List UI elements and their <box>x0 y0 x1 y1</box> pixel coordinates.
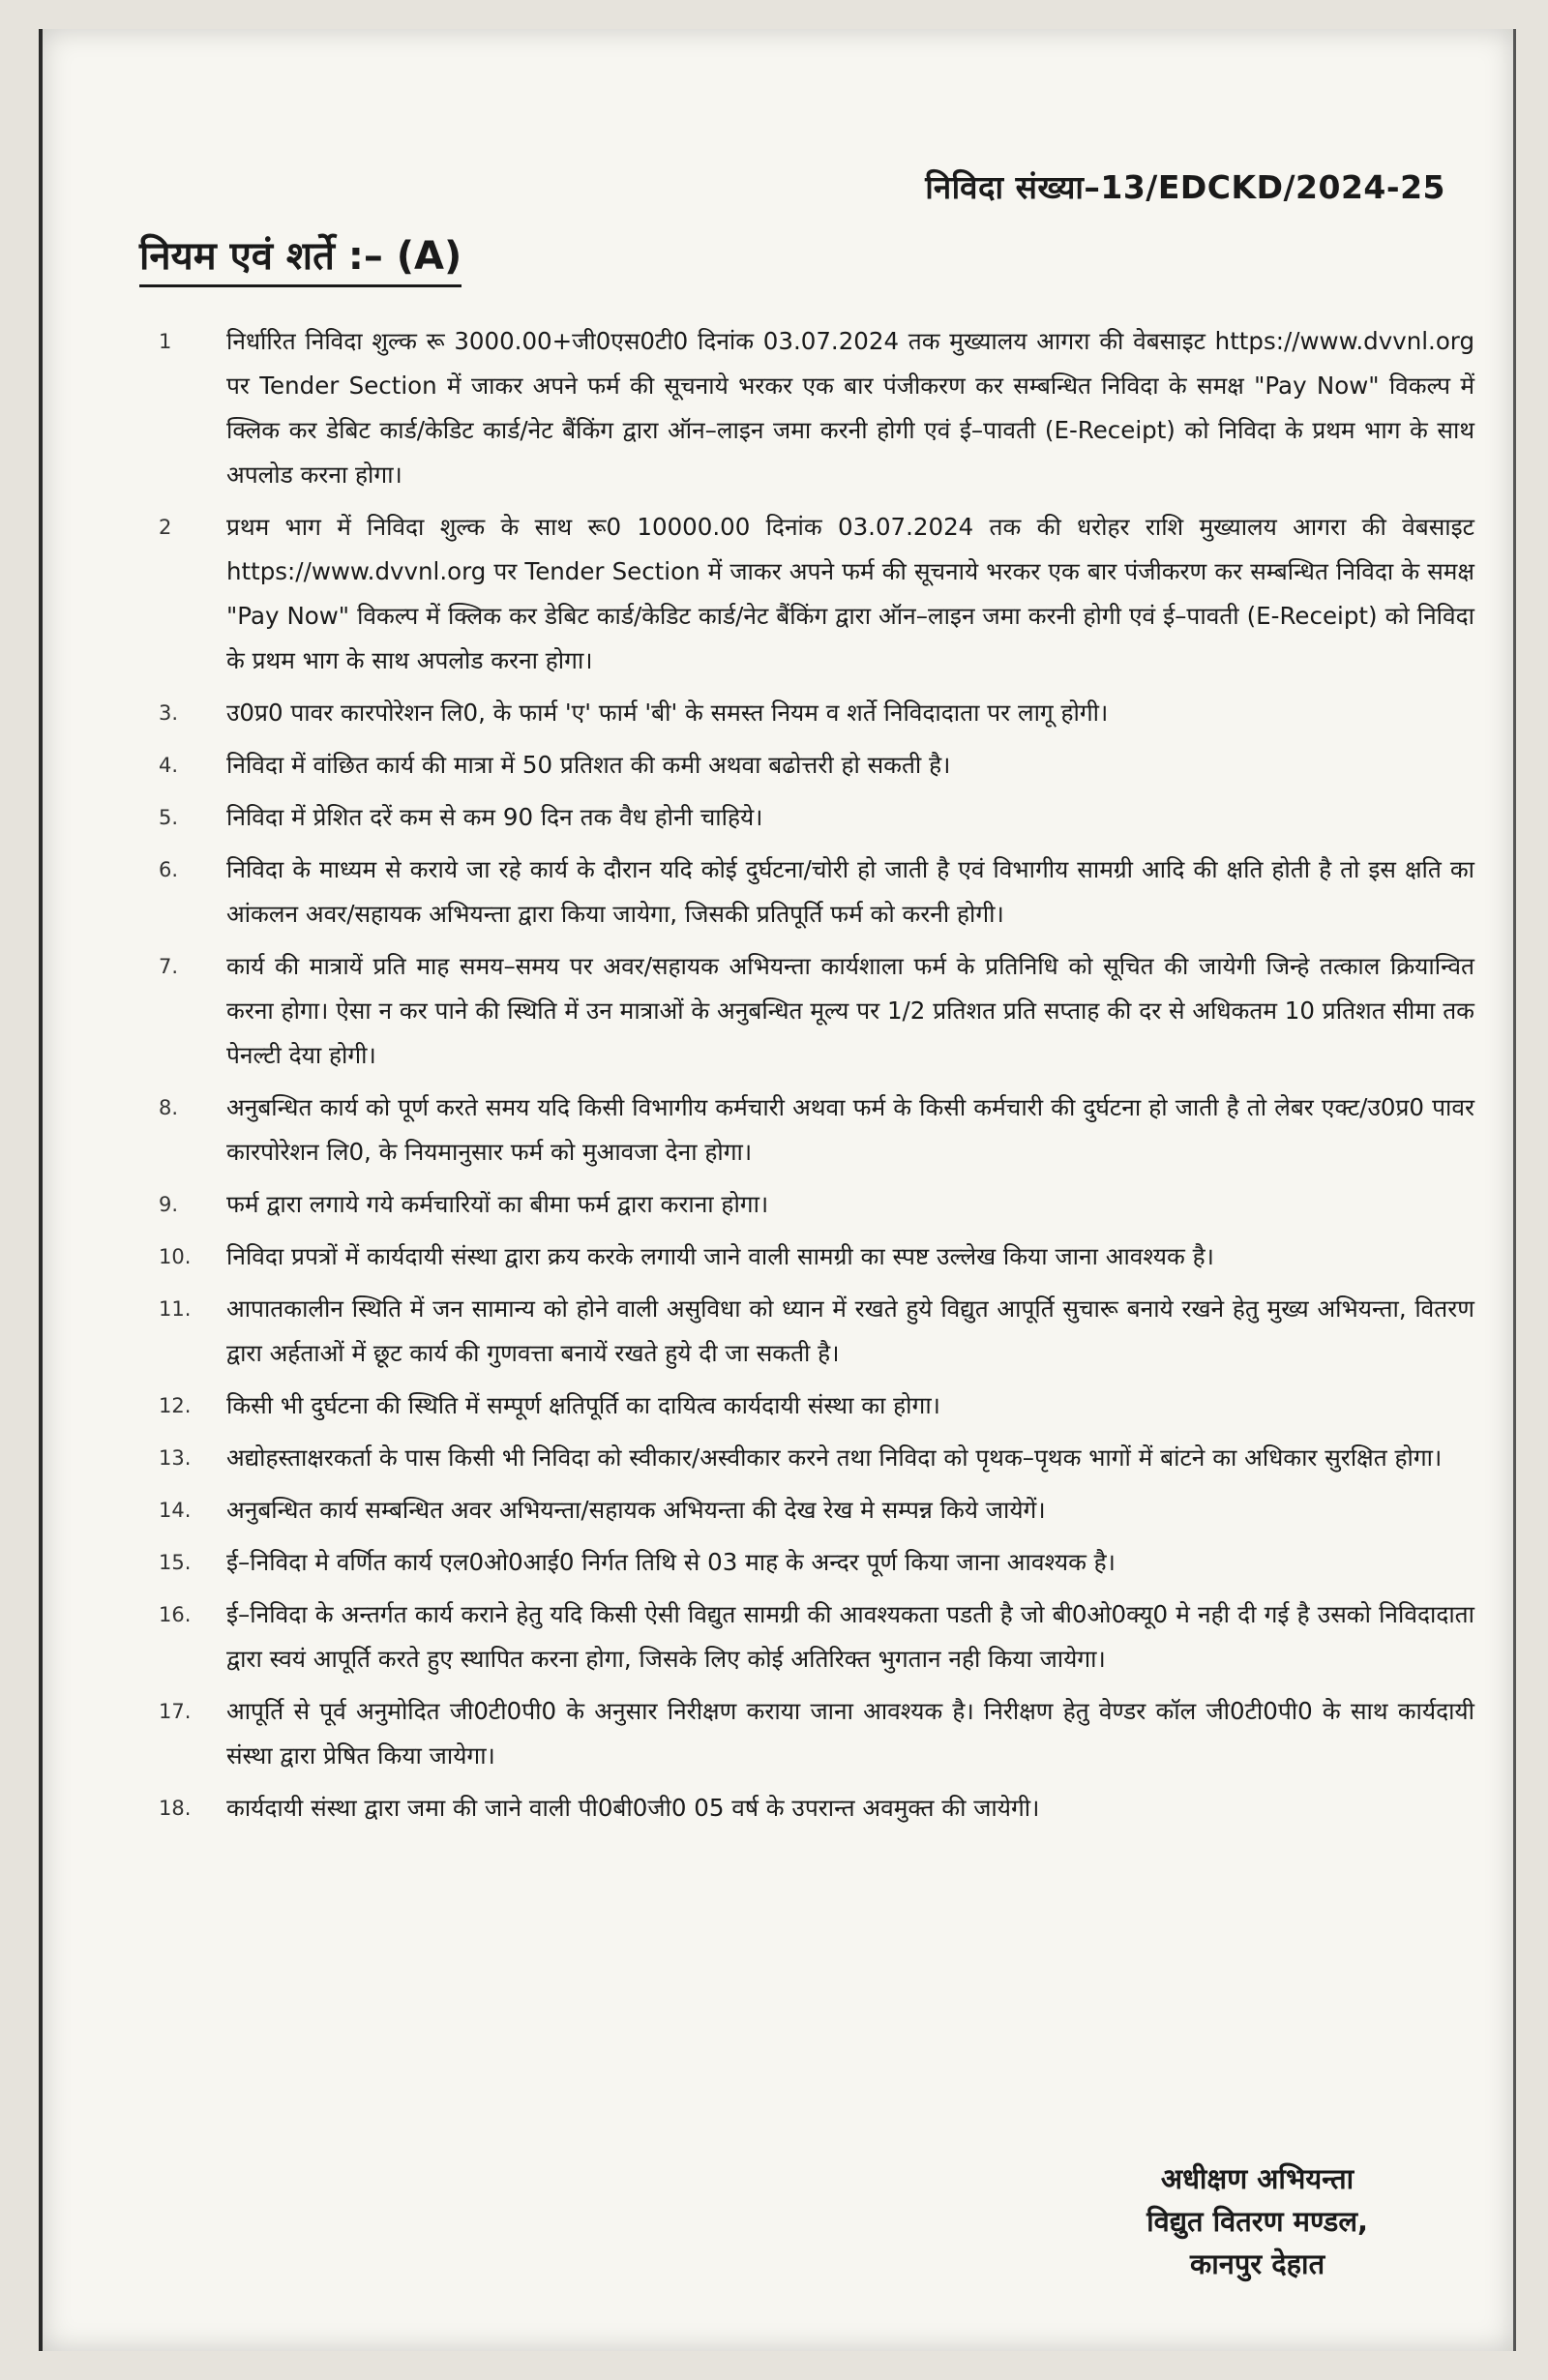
document-page <box>39 29 1516 2351</box>
clause-text: उ0प्र0 पावर कारपोरेशन लि0, के फार्म 'ए' फार्म 'बी' के समस्त नियम व शर्ते निविदादाता पर लागू होगी। <box>226 699 1109 727</box>
clause-text: फर्म द्वारा लगाये गये कर्मचारियों का बीमा फर्म द्वारा कराना होगा। <box>226 1190 769 1218</box>
clause-number: 18. <box>159 1797 192 1820</box>
clause-number: 11. <box>159 1297 192 1321</box>
signatory-designation: अधीक्षण अभियन्ता <box>1160 2162 1354 2195</box>
clause-item <box>159 1235 1474 1279</box>
clause-item <box>159 795 1474 840</box>
clause-text: निविदा में वांछित कार्य की मात्रा में 50 प्रतिशत की कमी अथवा बढोत्तरी हो सकती है। <box>226 751 951 779</box>
clause-number: 13. <box>159 1446 192 1470</box>
clause-text: निर्धारित निविदा शुल्क रू 3000.00+जी0एस0टी0 दिनांक 03.07.2024 तक मुख्यालय आगरा की वेबसाइट https://www.dvvnl.org पर Tender Section में जाकर अपने फर्म की सूचनाये भरकर एक बार पंजीकरण कर सम्बन्धित निविदा के समक्ष "Pay Now" विकल्प में क्लिक कर डेबिट कार्ड/केडिट कार्ड/नेट बैंकिंग द्वारा ऑन–लाइन जमा करनी होगी एवं ई–पावती (E-Receipt) को निविदा के प्रथम भाग के साथ अपलोड करना होगा। <box>226 327 1474 489</box>
clause-text: किसी भी दुर्घटना की स्थिति में सम्पूर्ण क्षतिपूर्ति का दायित्व कार्यदायी संस्था का होगा। <box>226 1391 940 1419</box>
clause-text: निविदा प्रपत्रों में कार्यदायी संस्था द्वारा क्रय करके लगायी जाने वाली सामग्री का स्पष्ट उल्लेख किया जाना आवश्यक है। <box>226 1242 1214 1270</box>
signature-block <box>1146 2157 1368 2285</box>
clause-item <box>159 1488 1474 1532</box>
clause-number: 3. <box>159 701 179 725</box>
clause-item <box>159 1086 1474 1175</box>
clause-item <box>159 848 1474 937</box>
clause-text: आपातकालीन स्थिति में जन सामान्य को होने वाली असुविधा को ध्यान में रखते हुये विद्युत आपूर्ति सुचारू बनाये रखने हेतु मुख्य अभियन्ता, वितरण द्वारा अर्हताओं में छूट कार्य की गुणवत्ता बनायें रखते हुये दी जा सकती है। <box>226 1294 1474 1367</box>
signatory-office: विद्युत वितरण मण्डल, <box>1146 2205 1368 2238</box>
clause-number: 15. <box>159 1551 192 1574</box>
clause-text: प्रथम भाग में निविदा शुल्क के साथ रू0 10000.00 दिनांक 03.07.2024 तक की धरोहर राशि मुख्यालय आगरा की वेबसाइट https://www.dvvnl.org पर Tender Section में जाकर अपने फर्म की सूचनाये भरकर एक बार पंजीकरण कर सम्बन्धित निविदा के समक्ष "Pay Now" विकल्प में क्लिक कर डेबिट कार्ड/केडिट कार्ड/नेट बैंकिंग द्वारा ऑन–लाइन जमा करनी होगी एवं ई–पावती (E-Receipt) को निविदा के प्रथम भाग के साथ अपलोड करना होगा। <box>226 513 1474 674</box>
clause-text: आपूर्ति से पूर्व अनुमोदित जी0टी0पी0 के अनुसार निरीक्षण कराया जाना आवश्यक है। निरीक्षण हेतु वेण्डर कॉल जी0टी0पी0 के साथ कार्यदायी संस्था द्वारा प्रेषित किया जायेगा। <box>226 1697 1474 1770</box>
clause-text: कार्यदायी संस्था द्वारा जमा की जाने वाली पी0बी0जी0 05 वर्ष के उपरान्त अवमुक्त की जायेगी। <box>226 1794 1040 1822</box>
clause-number: 9. <box>159 1193 179 1216</box>
clause-text: निविदा के माध्यम से कराये जा रहे कार्य के दौरान यदि कोई दुर्घटना/चोरी हो जाती है एवं विभागीय सामग्री आदि की क्षति होती है तो इस क्षति का आंकलन अवर/सहायक अभियन्ता द्वारा किया जायेगा, जिसकी प्रतिपूर्ति फर्म को करनी होगी। <box>226 855 1474 928</box>
clause-item <box>159 1540 1474 1585</box>
terms-heading: नियम एवं शर्ते :– (A) <box>139 227 461 287</box>
clause-item <box>159 1786 1474 1830</box>
clause-text: ई–निविदा के अन्तर्गत कार्य कराने हेतु यदि किसी ऐसी विद्युत सामग्री की आवश्यकता पडती है जो बी0ओ0क्यू0 मे नही दी गई है उसको निविदादाता द्वारा स्वयं आपूर्ति करते हुए स्थापित करना होगा, जिसके लिए कोई अतिरिक्त भुगतान नही किया जायेगा। <box>226 1600 1474 1673</box>
clause-item <box>159 1592 1474 1681</box>
clause-number: 1 <box>159 330 172 353</box>
clause-number: 7. <box>159 955 179 978</box>
clause-item <box>159 1689 1474 1778</box>
signatory-location: कानपुर देहात <box>1189 2247 1325 2280</box>
tender-number: निविदा संख्या–13/EDCKD/2024-25 <box>925 168 1445 206</box>
clause-number: 8. <box>159 1096 179 1119</box>
clause-number: 6. <box>159 858 179 881</box>
clause-number: 5. <box>159 806 179 829</box>
clause-number: 12. <box>159 1394 192 1417</box>
clause-list <box>159 319 1474 1838</box>
clause-text: अनुबन्धित कार्य सम्बन्धित अवर अभियन्ता/सहायक अभियन्ता की देख रेख मे सम्पन्न किये जायेगें। <box>226 1496 1046 1524</box>
clause-number: 17. <box>159 1700 192 1723</box>
clause-item <box>159 944 1474 1078</box>
clause-item <box>159 691 1474 735</box>
clause-item <box>159 743 1474 788</box>
clause-item <box>159 1287 1474 1376</box>
clause-item <box>159 505 1474 683</box>
clause-number: 2 <box>159 516 172 539</box>
clause-number: 10. <box>159 1245 192 1268</box>
clause-text: निविदा में प्रेशित दरें कम से कम 90 दिन तक वैध होनी चाहिये। <box>226 803 763 831</box>
clause-item <box>159 1436 1474 1480</box>
clause-item <box>159 319 1474 497</box>
clause-number: 14. <box>159 1499 192 1522</box>
clause-text: अद्योहस्ताक्षरकर्ता के पास किसी भी निविदा को स्वीकार/अस्वीकार करने तथा निविदा को पृथक–पृथक भागों में बांटने का अधिकार सुरक्षित होगा। <box>226 1443 1443 1472</box>
clause-text: ई–निविदा मे वर्णित कार्य एल0ओ0आई0 निर्गत तिथि से 03 माह के अन्दर पूर्ण किया जाना आवश्यक है। <box>226 1548 1116 1576</box>
clause-item <box>159 1182 1474 1227</box>
clause-item <box>159 1383 1474 1428</box>
clause-number: 4. <box>159 754 179 777</box>
clause-number: 16. <box>159 1603 192 1626</box>
clause-text: अनुबन्धित कार्य को पूर्ण करते समय यदि किसी विभागीय कर्मचारी अथवा फर्म के किसी कर्मचारी की दुर्घटना हो जाती है तो लेबर एक्ट/उ0प्र0 पावर कारपोरेशन लि0, के नियमानुसार फर्म को मुआवजा देना होगा। <box>226 1093 1474 1166</box>
clause-text: कार्य की मात्रायें प्रति माह समय–समय पर अवर/सहायक अभियन्ता कार्यशाला फर्म के प्रतिनिधि को सूचित की जायेगी जिन्हे तत्काल क्रियान्वित करना होगा। ऐसा न कर पाने की स्थिति में उन मात्राओं के अनुबन्धित मूल्य पर 1/2 प्रतिशत प्रति सप्ताह की दर से अधिकतम 10 प्रतिशत सीमा तक पेनल्टी देया होगी। <box>226 952 1474 1069</box>
